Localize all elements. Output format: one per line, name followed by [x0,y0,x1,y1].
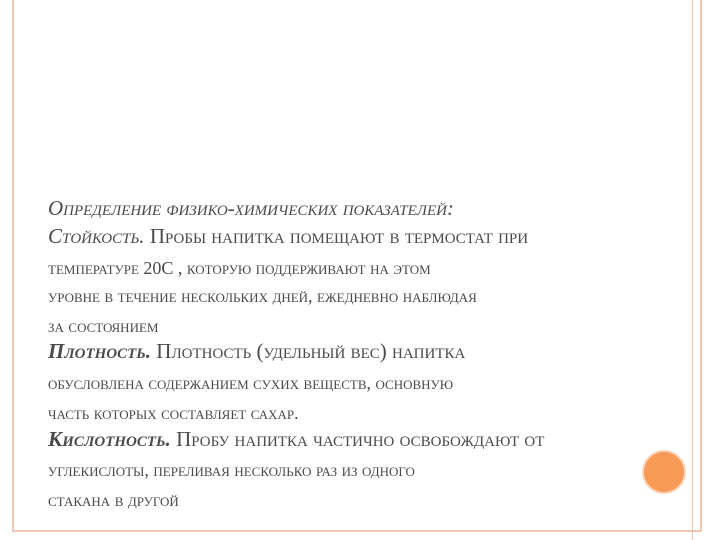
acidity-paragraph-line-3: стакана в другой [48,490,179,510]
stability-paragraph-line-4: за состоянием [48,316,159,336]
decorative-circle [644,452,684,492]
acidity-text-1: Пробу напитка частично освобождают от [170,427,545,451]
acidity-paragraph-line-1 [48,427,544,452]
stability-paragraph-line-2 [48,258,431,279]
acidity-term: Кислотность. [48,427,171,451]
frame-divider-line [692,0,693,540]
acidity-paragraph-line-2: углекислоты, переливая несколько раз из одного [48,460,415,480]
stability-paragraph-line-3: уровне в течение нескольких дней, ежедневно наблюдая [48,286,477,306]
stability-paragraph-line-1 [48,224,528,249]
density-paragraph-line-1 [48,339,465,364]
density-paragraph-line-2: обусловлена содержанием сухих веществ, основную [48,373,454,393]
stability-text-1: Пробы напитка помещают в термостат при [144,224,529,248]
stability-temperature: 20С [143,258,174,278]
stability-term: Стойкость. [48,224,145,248]
density-paragraph-line-3: часть которых составляет сахар. [48,403,299,423]
slide-heading: Определение физико-химических показателей: [48,196,454,220]
density-text-1: Плотность (удельный вес) напитка [151,339,466,363]
density-term: Плотность. [48,339,152,363]
stability-text-2b: , которую поддерживают на этом [173,258,431,278]
stability-text-2a: температуре [48,258,144,278]
